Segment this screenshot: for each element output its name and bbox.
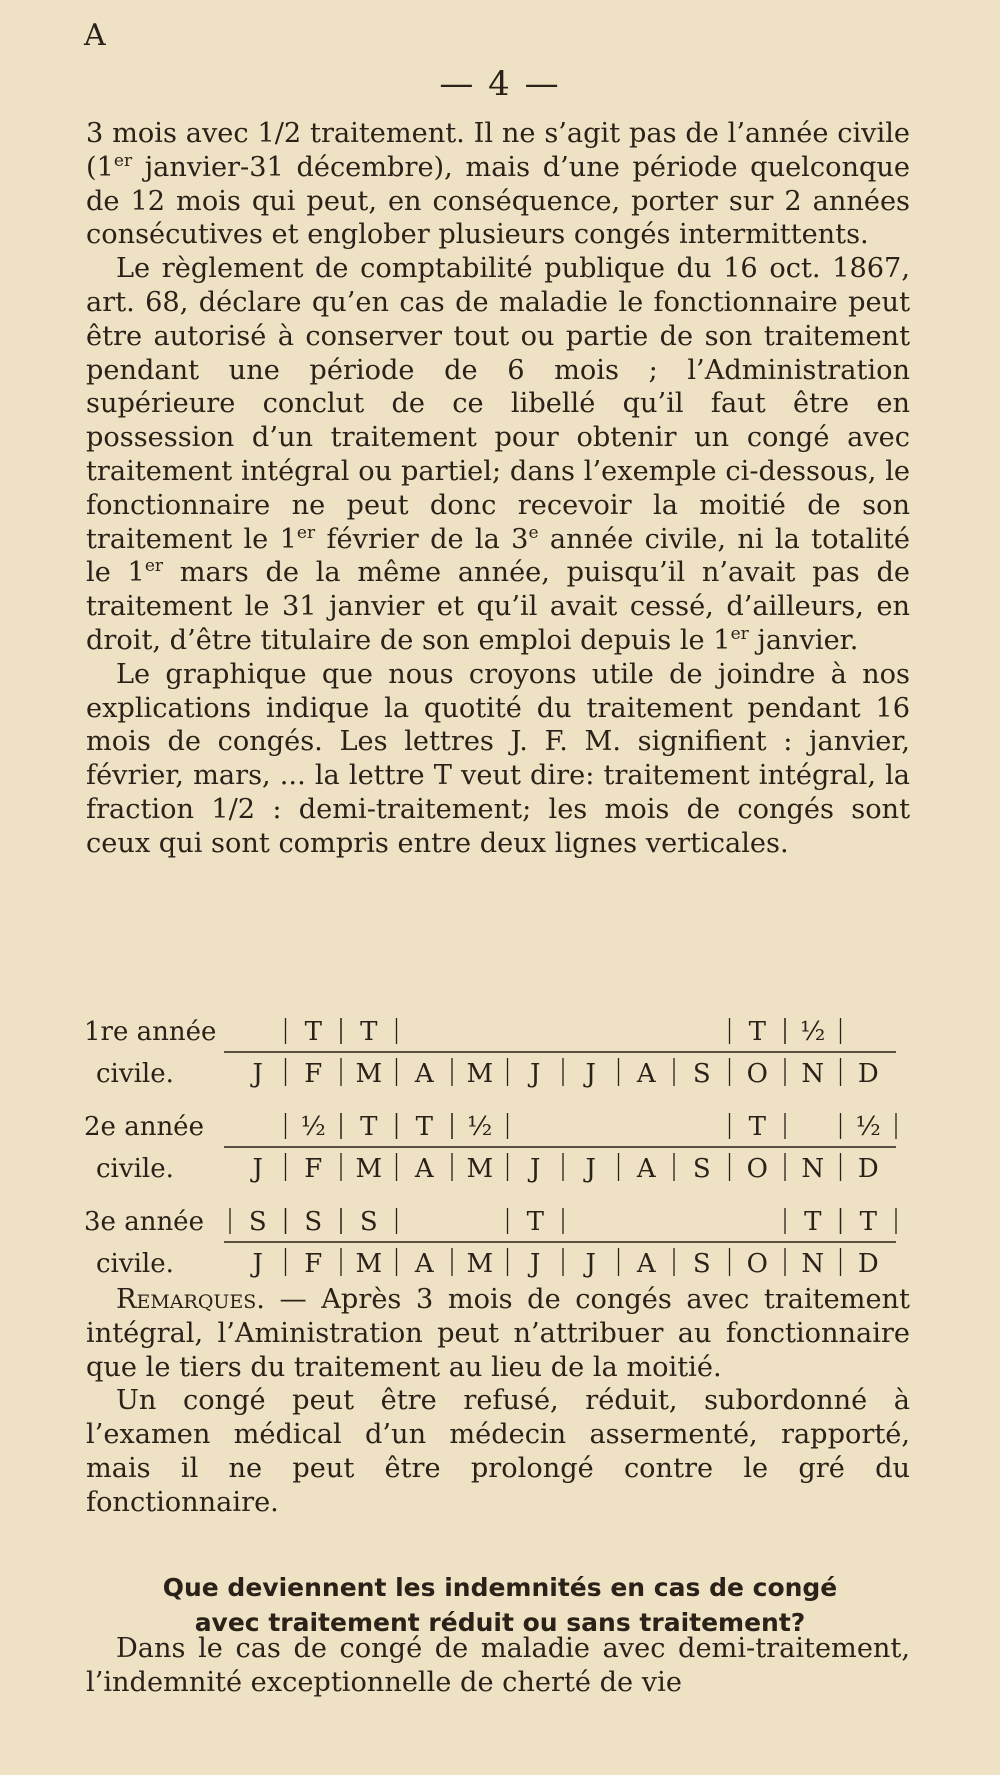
month-tick-label: D [857,1059,879,1089]
month-tick-label: M [466,1059,494,1089]
row-label-year: 1re année [84,1017,217,1047]
body-text-remarks [86,1283,910,1520]
month-tick-label: J [252,1059,263,1089]
month-tick-label: J [585,1154,596,1184]
month-tick-label: A [414,1154,434,1184]
month-tick-label: O [746,1249,768,1279]
body-text-top [86,117,910,861]
month-tick-label: N [801,1249,825,1279]
month-tick-label: J [530,1249,541,1279]
paragraph-last: Dans le cas de congé de maladie avec demi-traitement, l’indemnité exceptionnelle de cherté de vie [86,1633,910,1698]
leave-chart [80,1012,920,1284]
leave-mark: T [360,1112,378,1142]
row-label-year: 2e année [84,1112,204,1142]
leave-mark: T [804,1207,822,1237]
leave-mark: ½ [800,1017,826,1047]
month-tick-label: J [585,1059,596,1089]
leave-mark: ½ [467,1112,493,1142]
row-label-civil: civile. [96,1154,174,1184]
leave-mark: T [748,1112,766,1142]
body-text-last [86,1632,910,1700]
month-tick-label: F [304,1154,323,1184]
leave-mark: T [304,1017,322,1047]
leave-mark: T [415,1112,433,1142]
leave-mark: ½ [300,1112,326,1142]
month-tick-label: O [746,1154,768,1184]
month-tick-label: S [692,1249,711,1279]
leave-mark: T [859,1207,877,1237]
remarks-paragraph [86,1283,910,1384]
month-tick-label: M [355,1154,383,1184]
remarks-text: — Après 3 mois de congés avec traitement intégral, l’Aministration peut n’attribuer au fonctionnaire que le tiers du traitement au lieu de la moitié. [86,1284,910,1383]
month-tick-label: A [636,1059,656,1089]
corner-letter: A [84,18,106,53]
month-tick-label: F [304,1059,323,1089]
leave-mark: S [248,1207,267,1237]
row-label-year: 3e année [84,1207,204,1237]
month-tick-label: M [355,1059,383,1089]
month-tick-label: O [746,1059,768,1089]
month-tick-label: D [857,1154,879,1184]
month-tick-label: M [466,1249,494,1279]
month-tick-label: N [801,1059,825,1089]
month-tick-label: N [801,1154,825,1184]
month-tick-label: J [530,1154,541,1184]
month-tick-label: M [355,1249,383,1279]
month-tick-label: J [530,1059,541,1089]
paragraph-2: Le règlement de comptabilité publique du 16 oct. 1867, art. 68, déclare qu’en cas de maladie le fonctionnaire peut être autorisé à conserver tout ou partie de son traitement pendant une période de 6 mois ; l’Administration supérieure conclut de ce libellé qu’il faut être en possession d’un traitement pour obtenir un congé avec traitement intégral ou partiel; dans l’exemple ci-dessous, le fonctionnaire ne peut donc recevoir la moitié de son traitement le 1er février de la 3e année civile, ni la totalité le 1er mars de la même année, puisqu’il n’avait pas de traitement le 31 janvier et qu’il avait cessé, d’ailleurs, en droit, d’être titulaire de son emploi depuis le 1er janvier. [86,253,910,656]
row-label-civil: civile. [96,1249,174,1279]
remarks-paragraph-2: Un congé peut être refusé, réduit, subordonné à l’examen médical d’un médecin assermenté, rapporté, mais il ne peut être prolongé contre le gré du fonctionnaire. [86,1385,910,1518]
paragraph-3: Le graphique que nous croyons utile de joindre à nos explications indique la quotité du traitement pendant 16 mois de congés. Les lettres J. F. M. signifient : janvier, février, mars, ... la lettre T veut dire: traitement intégral, la fraction 1/2 : demi-traitement; les mois de congés sont ceux qui sont compris entre deux lignes verticales. [86,658,910,859]
heading-line-2: avec traitement réduit ou sans traitement? [194,1608,806,1637]
leave-mark: T [526,1207,544,1237]
month-tick-label: A [636,1249,656,1279]
month-tick-label: S [692,1154,711,1184]
leave-mark: ½ [855,1112,881,1142]
month-tick-label: J [252,1249,263,1279]
leave-mark: S [359,1207,378,1237]
month-tick-label: A [636,1154,656,1184]
heading-line-1: Que deviennent les indemnités en cas de congé [162,1573,838,1602]
month-tick-label: A [414,1249,434,1279]
month-tick-label: D [857,1249,879,1279]
paragraph-1: 3 mois avec 1/2 traitement. Il ne s’agit pas de l’année civile (1er janvier-31 décembre), mais d’une période quelconque de 12 mois qui peut, en conséquence, porter sur 2 années consécutives et englober plusieurs congés intermittents. [86,118,910,251]
leave-mark: T [748,1017,766,1047]
leave-mark: S [304,1207,323,1237]
page-number: — 4 — [439,64,561,104]
month-tick-label: A [414,1059,434,1089]
section-heading [0,1570,1000,1640]
month-tick-label: J [585,1249,596,1279]
month-tick-label: M [466,1154,494,1184]
leave-mark: T [360,1017,378,1047]
month-tick-label: J [252,1154,263,1184]
row-label-civil: civile. [96,1059,174,1089]
remarks-label: Remarques. [116,1284,265,1315]
month-tick-label: F [304,1249,323,1279]
month-tick-label: S [692,1059,711,1089]
leave-chart-svg [80,1012,920,1284]
